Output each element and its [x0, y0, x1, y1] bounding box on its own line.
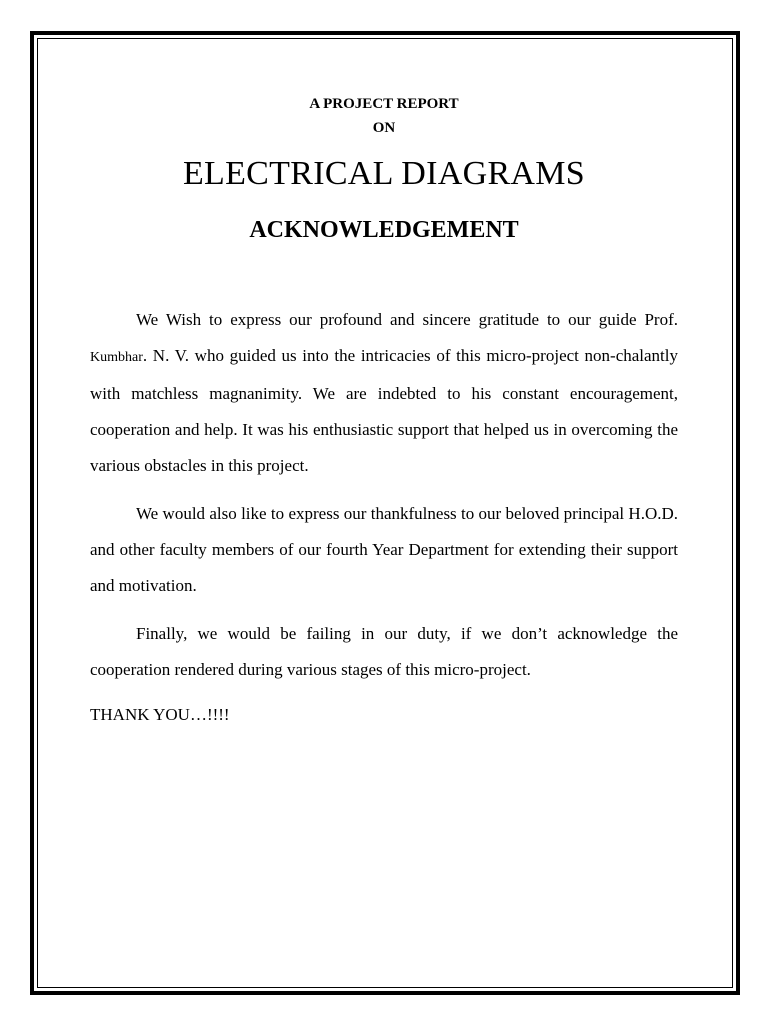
paragraph-gratitude — [90, 302, 678, 484]
closing-thank-you: THANK YOU…!!!! — [90, 705, 230, 724]
acknowledgement-body — [90, 302, 678, 730]
document-content — [90, 92, 678, 730]
document-title: ELECTRICAL DIAGRAMS — [182, 155, 586, 192]
guide-name: Kumbhar — [90, 350, 143, 365]
report-on: ON — [372, 120, 396, 136]
paragraph-gratitude-end: . N. V. who guided us into the intricacies of this micro-project non-chalantly with matchless magnanimity. We are indebted to his constant encouragement, cooperation and help. It was his enthusiastic support that helped us in overcoming the various obstacles in this project. — [90, 346, 678, 475]
report-label: A PROJECT REPORT — [309, 96, 459, 112]
paragraph-gratitude-start: We Wish to express our profound and sincere gratitude to our guide Prof. — [136, 310, 678, 329]
paragraph-finally: Finally, we would be failing in our duty, if we don’t acknowledge the cooperation rendered during various stages of this micro-project. — [90, 624, 678, 679]
section-title: ACKNOWLEDGEMENT — [249, 217, 519, 243]
paragraph-thankfulness: We would also like to express our thankfulness to our beloved principal H.O.D. and other faculty members of our fourth Year Department for extending their support and motivation. — [90, 504, 678, 595]
